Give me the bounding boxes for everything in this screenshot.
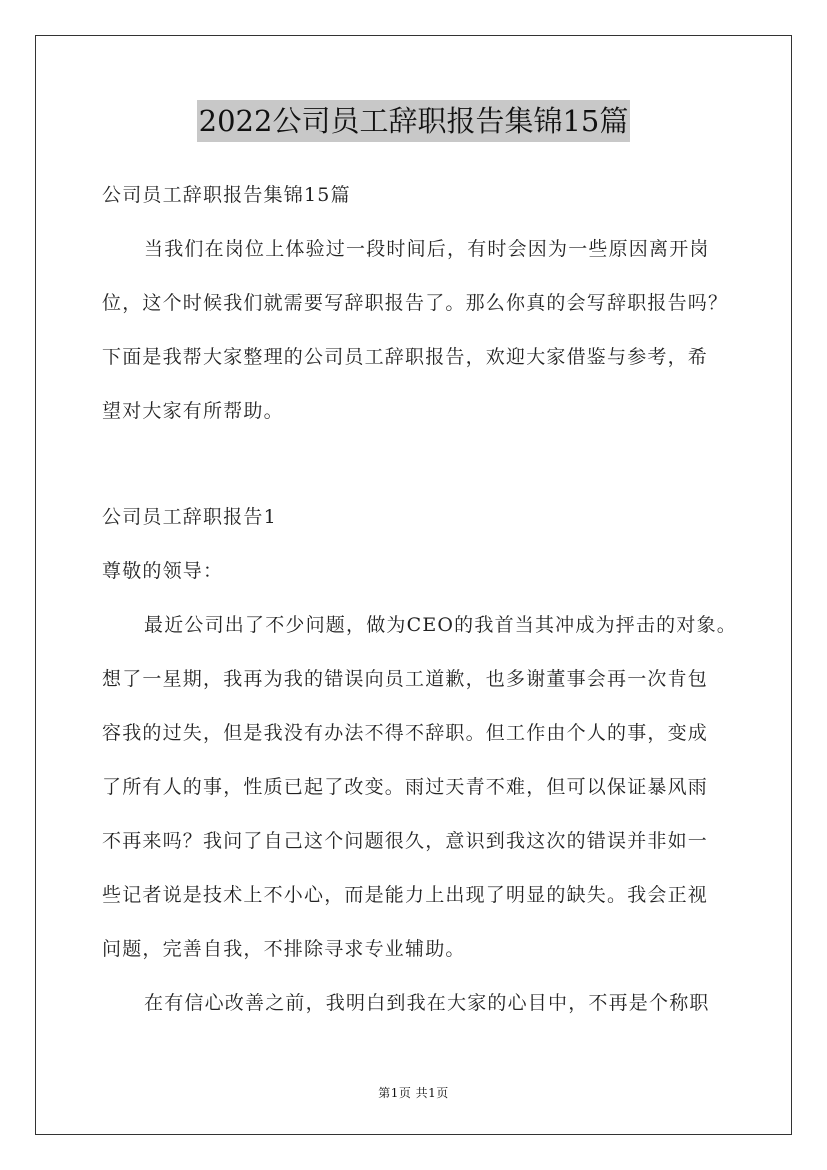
section-heading: 公司员工辞职报告1 [102, 506, 277, 528]
body-line: 些记者说是技术上不小心，而是能力上出现了明显的缺失。我会正视 [102, 884, 709, 906]
intro-line: 当我们在岗位上体验过一段时间后，有时会因为一些原因离开岗 [144, 238, 710, 260]
body-line: 想了一星期，我再为我的错误向员工道歉，也多谢董事会再一次肯包 [102, 668, 709, 690]
body-line: 问题，完善自我，不排除寻求专业辅助。 [102, 938, 466, 960]
document-title: 2022公司员工辞职报告集锦15篇 [197, 100, 631, 142]
body-line: 不再来吗？我问了自己这个问题很久，意识到我这次的错误并非如一 [102, 830, 709, 852]
body-line: 了所有人的事，性质已起了改变。雨过天青不难，但可以保证暴风雨 [102, 776, 709, 798]
body-line: 容我的过失，但是我没有办法不得不辞职。但工作由个人的事，变成 [102, 722, 709, 744]
intro-line: 下面是我帮大家整理的公司员工辞职报告，欢迎大家借鉴与参考，希 [102, 346, 709, 368]
page-number: 第1页 共1页 [378, 1086, 449, 1100]
blank-line [102, 438, 732, 490]
body-line: 在有信心改善之前，我明白到我在大家的心目中，不再是个称职 [144, 992, 710, 1014]
intro-line: 望对大家有所帮助。 [102, 400, 284, 422]
document-subtitle: 公司员工辞职报告集锦15篇 [102, 184, 351, 206]
document-body [102, 168, 737, 1030]
page-footer [0, 1084, 827, 1101]
body-line: 最近公司出了不少问题，做为CEO的我首当其冲成为抨击的对象。 [144, 614, 737, 636]
title-container [0, 100, 827, 142]
salutation: 尊敬的领导： [102, 560, 224, 582]
intro-line: 位，这个时候我们就需要写辞职报告了。那么你真的会写辞职报告吗？ [102, 292, 729, 314]
